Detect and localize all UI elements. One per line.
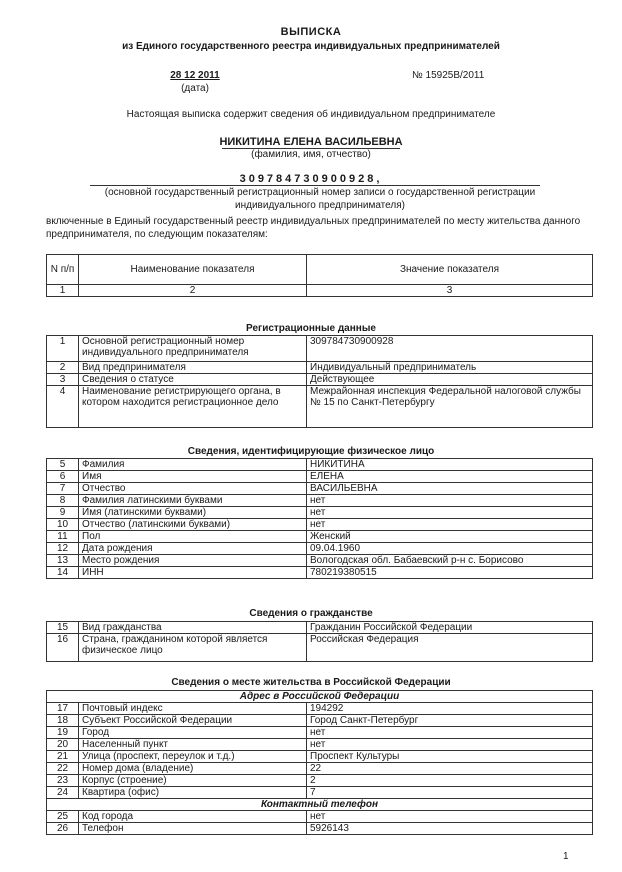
row-label: Субъект Российской Федерации <box>79 715 307 727</box>
row-label: Дата рождения <box>79 543 307 555</box>
row-value: Проспект Культуры <box>307 751 593 763</box>
issue-date-caption: (дата) <box>181 83 209 94</box>
table-row <box>47 386 593 428</box>
row-value: Город Санкт-Петербург <box>307 715 593 727</box>
row-value: НИКИТИНА <box>307 459 593 471</box>
row-label: Вид предпринимателя <box>79 362 307 374</box>
table-row <box>47 374 593 386</box>
row-number: 7 <box>47 483 79 495</box>
row-number: 4 <box>47 386 79 428</box>
row-value: Российская Федерация <box>307 634 593 662</box>
table-row <box>47 471 593 483</box>
row-value: нет <box>307 727 593 739</box>
table-row <box>47 763 593 775</box>
document-subtitle: из Единого государственного реестра индивидуальных предпринимателей <box>122 41 500 52</box>
row-value: Гражданин Российской Федерации <box>307 622 593 634</box>
row-label: Корпус (строение) <box>79 775 307 787</box>
row-label: Населенный пункт <box>79 739 307 751</box>
row-number: 18 <box>47 715 79 727</box>
row-label: Фамилия латинскими буквами <box>79 495 307 507</box>
table-row <box>47 775 593 787</box>
row-value: нет <box>307 739 593 751</box>
row-number: 9 <box>47 507 79 519</box>
col-index-1: 1 <box>47 285 79 297</box>
row-number: 13 <box>47 555 79 567</box>
entrepreneur-name: НИКИТИНА ЕЛЕНА ВАСИЛЬЕВНА <box>219 136 403 148</box>
row-number: 25 <box>47 811 79 823</box>
section-title-residence: Сведения о месте жительства в Российской Федерации <box>171 677 451 688</box>
row-label: Улица (проспект, переулок и т.д.) <box>79 751 307 763</box>
table-row <box>47 483 593 495</box>
row-value: Женский <box>307 531 593 543</box>
col-value-header: Значение показателя <box>307 255 593 285</box>
table-subheader <box>47 799 593 811</box>
table-row <box>47 507 593 519</box>
table-row <box>47 703 593 715</box>
address-subheader: Адрес в Российской Федерации <box>47 691 593 703</box>
row-label: Сведения о статусе <box>79 374 307 386</box>
row-value: 194292 <box>307 703 593 715</box>
section-title-registration: Регистрационные данные <box>246 323 376 334</box>
row-label: Основной регистрационный номер индивидуального предпринимателя <box>79 336 307 362</box>
row-number: 12 <box>47 543 79 555</box>
table-row <box>47 823 593 835</box>
row-label: Код города <box>79 811 307 823</box>
col-index-3: 3 <box>307 285 593 297</box>
table-row <box>47 495 593 507</box>
row-label: Телефон <box>79 823 307 835</box>
table-row <box>47 622 593 634</box>
table-row <box>47 739 593 751</box>
row-value: 780219380515 <box>307 567 593 579</box>
table-row <box>47 543 593 555</box>
row-label: Почтовый индекс <box>79 703 307 715</box>
row-value: нет <box>307 811 593 823</box>
row-number: 26 <box>47 823 79 835</box>
row-number: 5 <box>47 459 79 471</box>
row-number: 23 <box>47 775 79 787</box>
table-row <box>47 531 593 543</box>
row-label: Имя <box>79 471 307 483</box>
row-label: Место рождения <box>79 555 307 567</box>
col-num-header: N п/п <box>47 255 79 285</box>
row-label: Пол <box>79 531 307 543</box>
table-row <box>47 459 593 471</box>
row-value: 2 <box>307 775 593 787</box>
issue-date: 28 12 2011 <box>170 70 220 81</box>
row-number: 11 <box>47 531 79 543</box>
section-title-citizenship: Сведения о гражданстве <box>249 608 373 619</box>
row-number: 24 <box>47 787 79 799</box>
row-number: 20 <box>47 739 79 751</box>
row-label: Квартира (офис) <box>79 787 307 799</box>
row-value: 09.04.1960 <box>307 543 593 555</box>
row-value: нет <box>307 519 593 531</box>
included-text: включенные в Единый государственный реестр индивидуальных предпринимателей по месту жительства данного предпринимателя, по следующим показателям: <box>46 216 581 240</box>
row-number: 16 <box>47 634 79 662</box>
row-value: Вологодская обл. Бабаевский р-н с. Борисово <box>307 555 593 567</box>
table-row <box>47 634 593 662</box>
row-number: 6 <box>47 471 79 483</box>
row-label: ИНН <box>79 567 307 579</box>
row-value: 22 <box>307 763 593 775</box>
table-subheader <box>47 691 593 703</box>
row-number: 3 <box>47 374 79 386</box>
row-number: 19 <box>47 727 79 739</box>
row-label: Фамилия <box>79 459 307 471</box>
row-label: Отчество (латинскими буквами) <box>79 519 307 531</box>
row-label: Город <box>79 727 307 739</box>
table-row <box>47 567 593 579</box>
row-label: Номер дома (владение) <box>79 763 307 775</box>
table-row <box>47 811 593 823</box>
row-number: 15 <box>47 622 79 634</box>
table-row <box>47 519 593 531</box>
table-row <box>47 362 593 374</box>
row-value: Индивидуальный предприниматель <box>307 362 593 374</box>
row-value: ВАСИЛЬЕВНА <box>307 483 593 495</box>
columns-header-table <box>46 254 593 297</box>
row-number: 22 <box>47 763 79 775</box>
row-value: 7 <box>307 787 593 799</box>
row-value: ЕЛЕНА <box>307 471 593 483</box>
col-index-2: 2 <box>79 285 307 297</box>
table-row <box>47 787 593 799</box>
row-value: 5926143 <box>307 823 593 835</box>
ogrn-value: 309784730900928, <box>239 173 383 185</box>
row-label: Вид гражданства <box>79 622 307 634</box>
row-label: Отчество <box>79 483 307 495</box>
table-row <box>47 727 593 739</box>
row-number: 10 <box>47 519 79 531</box>
table-row <box>47 555 593 567</box>
col-name-header: Наименование показателя <box>79 255 307 285</box>
document-title: ВЫПИСКА <box>280 26 342 38</box>
ogrn-caption: (основной государственный регистрационный номер записи о государственной регистрации индивидуального предпринимателя) <box>104 187 536 211</box>
intro-text: Настоящая выписка содержит сведения об индивидуальном предпринимателе <box>126 109 496 120</box>
extract-number: № 15925В/2011 <box>412 70 485 81</box>
table-row <box>47 715 593 727</box>
row-number: 8 <box>47 495 79 507</box>
row-number: 2 <box>47 362 79 374</box>
row-value: нет <box>307 507 593 519</box>
row-label: Имя (латинскими буквами) <box>79 507 307 519</box>
row-label: Страна, гражданином которой является физическое лицо <box>79 634 307 662</box>
row-number: 21 <box>47 751 79 763</box>
row-label: Наименование регистрирующего органа, в котором находится регистрационное дело <box>79 386 307 428</box>
citizenship-table <box>46 621 593 662</box>
page-number: 1 <box>563 851 569 862</box>
contact-subheader: Контактный телефон <box>47 799 593 811</box>
row-number: 14 <box>47 567 79 579</box>
identification-table <box>46 458 593 579</box>
table-row <box>47 751 593 763</box>
row-number: 1 <box>47 336 79 362</box>
name-caption: (фамилия, имя, отчество) <box>251 149 371 160</box>
row-value: Действующее <box>307 374 593 386</box>
table-row <box>47 336 593 362</box>
residence-table <box>46 690 593 835</box>
section-title-identification: Сведения, идентифицирующие физическое лицо <box>187 446 435 457</box>
row-value: Межрайонная инспекция Федеральной налоговой службы № 15 по Санкт-Петербургу <box>307 386 593 428</box>
row-number: 17 <box>47 703 79 715</box>
row-value: нет <box>307 495 593 507</box>
registration-table <box>46 335 593 428</box>
row-value: 309784730900928 <box>307 336 593 362</box>
